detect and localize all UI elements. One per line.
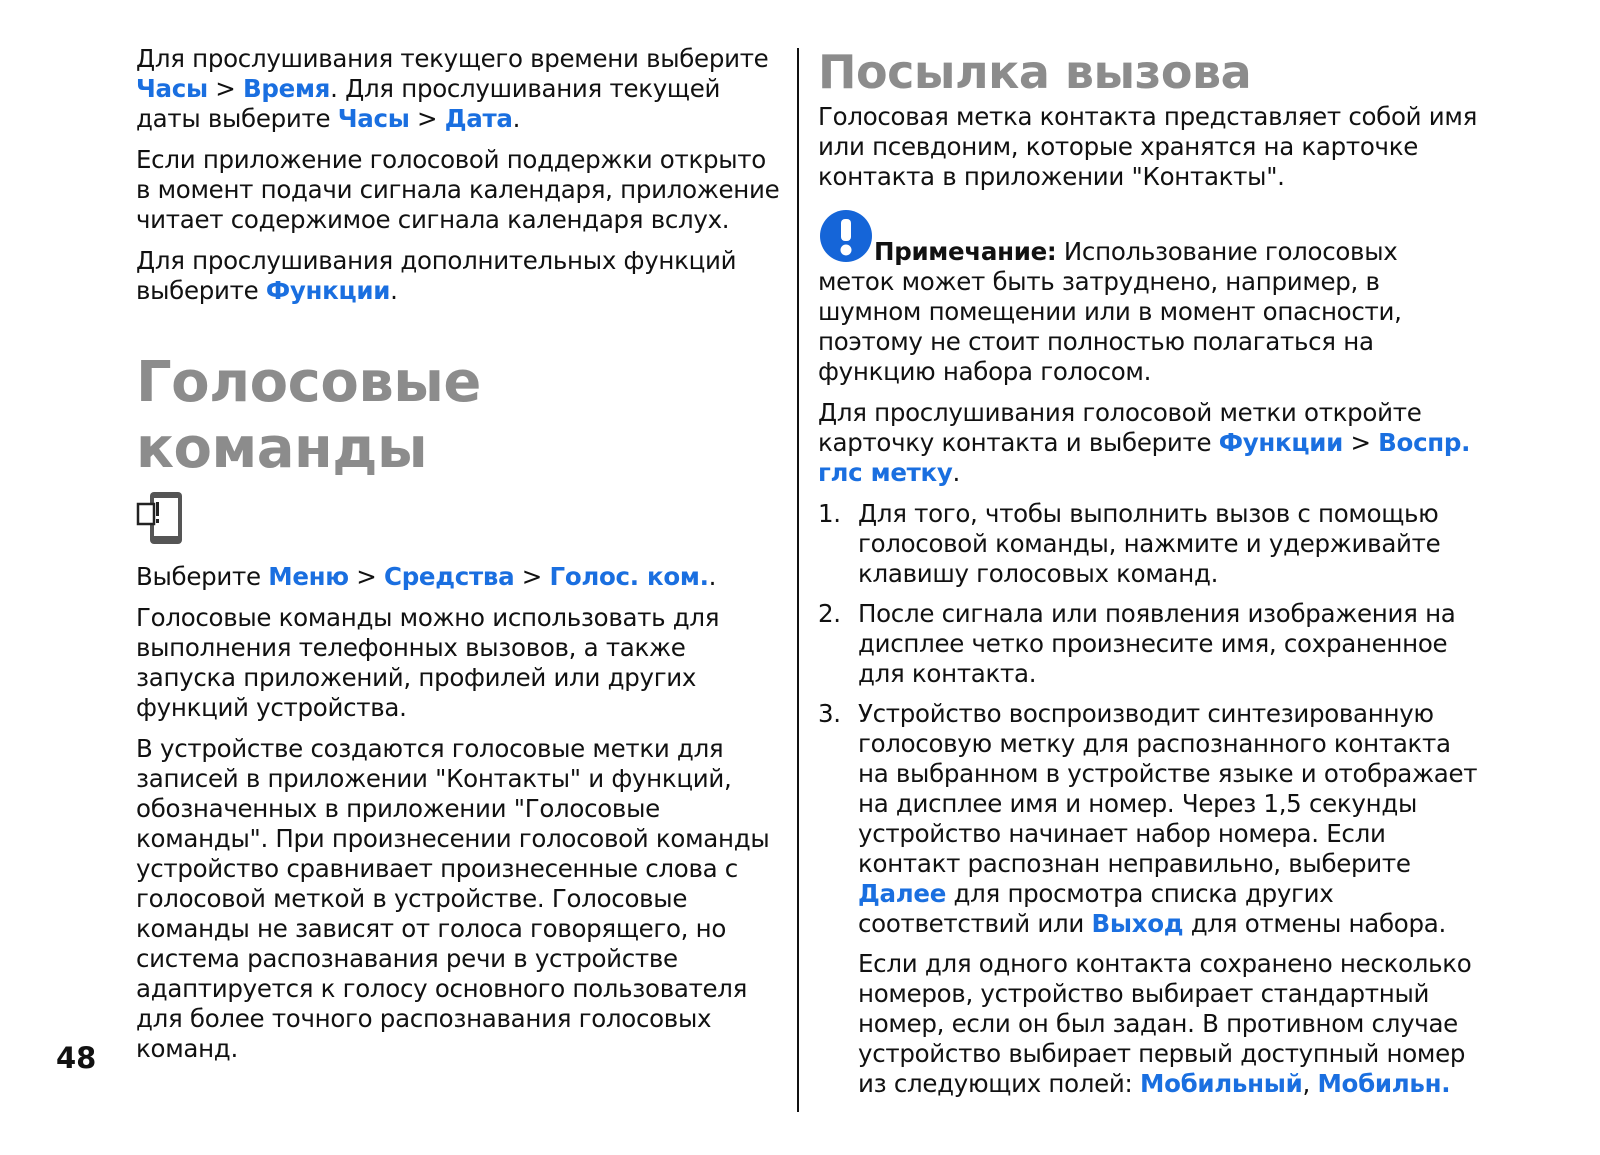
- options-paragraph: [136, 246, 786, 306]
- link-menu[interactable]: Меню: [268, 562, 349, 591]
- section-heading-make-call: Посылка вызова: [818, 45, 1252, 99]
- list-text: После сигнала или появления изображения на дисплее четко произнесите имя, сохраненное для контакта.: [858, 599, 1456, 688]
- link-options[interactable]: Функции: [265, 276, 391, 305]
- voice-tags-paragraph: В устройстве создаются голосовые метки для записей в приложении "Контакты" и функций, обозначенных в приложении "Голосовые команды". При произнесении голосовой команды устройство сравнивает произнесенные слова с голосовой меткой в устройстве. Голосовые команды не зависят от голоса говорящего, но система распознавания речи в устройстве адаптируется к голосу основного пользователя для более точного распознавания голосовых команд.: [136, 734, 770, 1063]
- text: ,: [1302, 1069, 1318, 1098]
- link-play-voice-tag[interactable]: Воспр. глс метку: [818, 428, 1471, 487]
- play-tag-paragraph: [818, 398, 1478, 488]
- separator: >: [1342, 428, 1379, 457]
- separator: >: [348, 562, 385, 591]
- text: . Для прослушивания текущей даты выберите: [136, 74, 721, 133]
- list-text: для отмены набора.: [1183, 909, 1446, 938]
- text: .: [952, 458, 961, 487]
- list-item: [818, 599, 1478, 689]
- note-block: [818, 208, 1478, 387]
- section-heading-voice-commands: Голосовые команды: [136, 350, 481, 481]
- list-number: 2.: [818, 599, 841, 628]
- text: Для прослушивания текущего времени выберите: [136, 44, 769, 73]
- multiple-numbers-paragraph: [818, 949, 1478, 1099]
- link-mobile[interactable]: Мобильный: [1140, 1069, 1303, 1098]
- note-label: Примечание:: [874, 237, 1057, 266]
- text: .: [512, 104, 521, 133]
- right-column: [818, 44, 1478, 1110]
- usage-paragraph: Голосовые команды можно использовать для выполнения телефонных вызовов, а также запуска приложений, профилей или других функций устройства.: [136, 603, 720, 722]
- list-item: [818, 499, 1478, 589]
- separator: >: [207, 74, 244, 103]
- list-number: 3.: [818, 699, 841, 728]
- link-voice-commands[interactable]: Голос. ком.: [549, 562, 709, 591]
- page-number: 48: [56, 1041, 97, 1075]
- device-speaker-icon: [136, 490, 186, 546]
- menu-path-paragraph: [136, 562, 786, 592]
- list-text: Для того, чтобы выполнить вызов с помощью голосовой команды, нажмите и удерживайте клавишу голосовых команд.: [858, 499, 1441, 588]
- link-clock[interactable]: Часы: [136, 74, 208, 103]
- note-text: Использование голосовых меток может быть затруднено, например, в шумном помещении или в момент опасности, поэтому не стоит полностью полагаться на функцию набора голосом.: [818, 237, 1402, 386]
- text: Если для одного контакта сохранено несколько номеров, устройство выбирает стандартный номер, если он был задан. В противном случае устройство выбирает первый доступный номер из следующих полей:: [858, 949, 1472, 1098]
- voice-tag-definition: Голосовая метка контакта представляет собой имя или псевдоним, которые хранятся на карточке контакта в приложении "Контакты".: [818, 102, 1478, 191]
- text: .: [708, 562, 717, 591]
- list-text: для просмотра списка других соответствий или: [858, 879, 1334, 938]
- link-time[interactable]: Время: [243, 74, 331, 103]
- column-divider: [797, 48, 799, 1112]
- left-column: [136, 44, 786, 1075]
- list-item: [818, 699, 1478, 939]
- text: .: [390, 276, 398, 305]
- list-number: 1.: [818, 499, 841, 528]
- clock-paragraph: [136, 44, 786, 134]
- calendar-paragraph: Если приложение голосовой поддержки открыто в момент подачи сигнала календаря, приложение читает содержимое сигнала календаря вслух.: [136, 145, 780, 234]
- text: Выберите: [136, 562, 269, 591]
- link-next[interactable]: Далее: [858, 879, 947, 908]
- text: Для прослушивания голосовой метки откройте карточку контакта и выберите: [818, 398, 1422, 457]
- text: Для прослушивания дополнительных функций выберите: [136, 246, 737, 305]
- link-clock[interactable]: Часы: [337, 104, 410, 133]
- call-steps-list: [818, 499, 1478, 939]
- separator: >: [409, 104, 445, 133]
- link-date[interactable]: Дата: [444, 104, 513, 133]
- link-exit[interactable]: Выход: [1091, 909, 1184, 938]
- link-tools[interactable]: Средства: [384, 562, 515, 591]
- separator: >: [514, 562, 550, 591]
- link-mobile-short[interactable]: Мобильн.: [1317, 1069, 1451, 1098]
- exclamation-icon: [818, 208, 874, 264]
- link-options[interactable]: Функции: [1218, 428, 1343, 457]
- list-text: Устройство воспроизводит синтезированную голосовую метку для распознанного контакта на выбранном в устройстве языке и отображает на дисплее имя и номер. Через 1,5 секунды устройство начинает набор номера. Если контакт распознан неправильно, выберите: [858, 699, 1478, 878]
